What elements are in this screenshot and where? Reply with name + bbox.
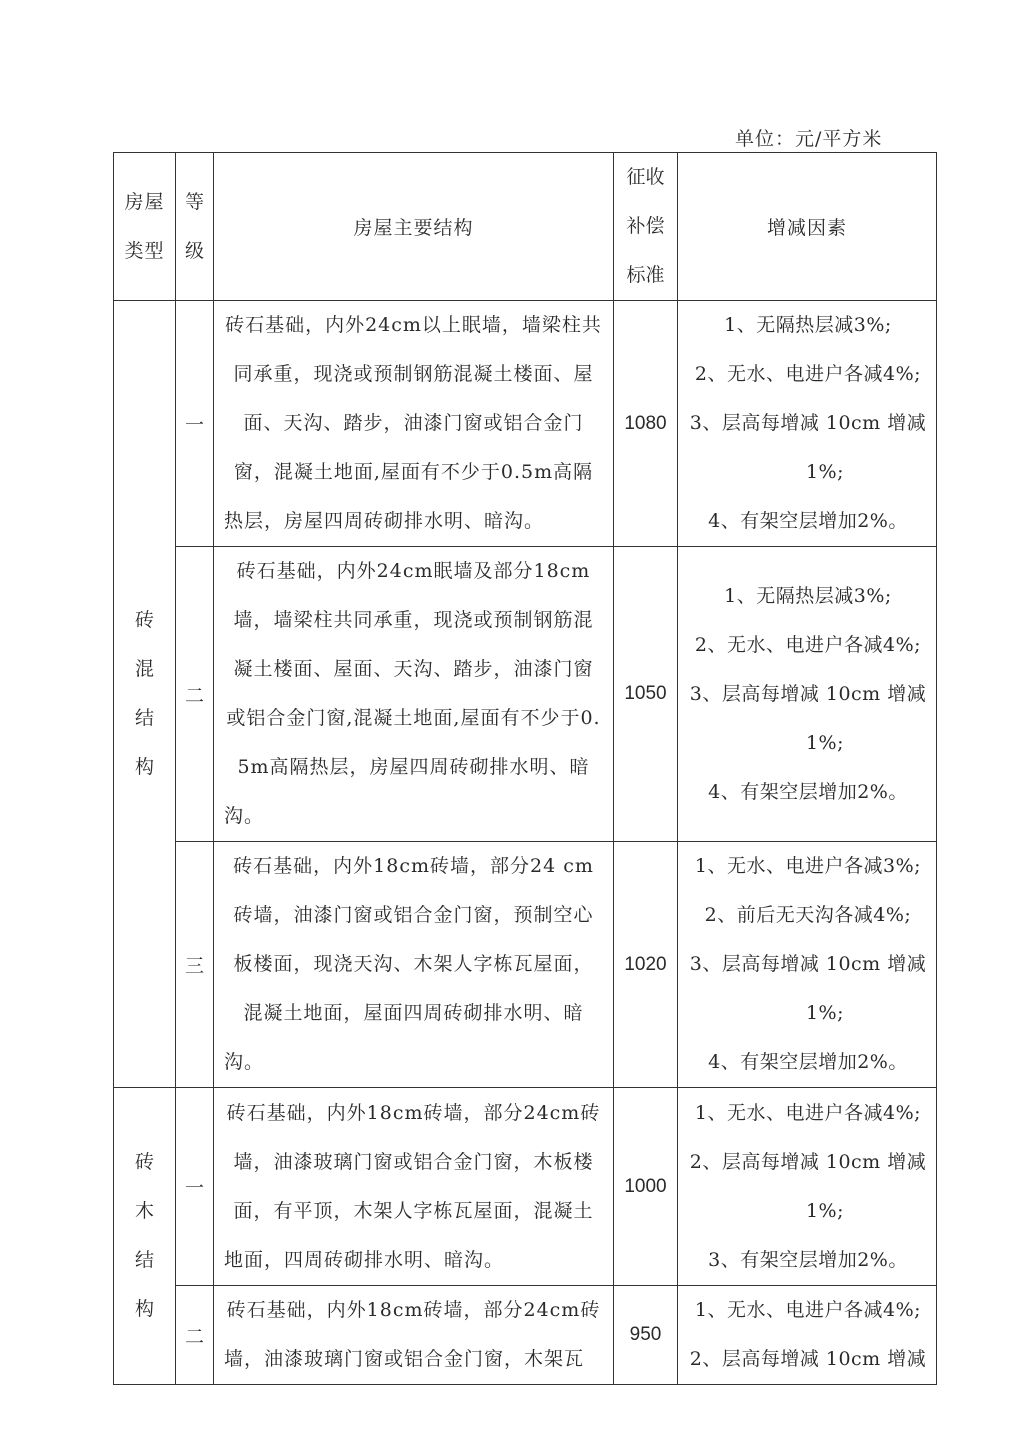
- structure-cell: 砖石基础，内外24cm眠墙及部分18cm墙，墙梁柱共同承重，现浇或预制钢筋混凝土楼面、屋面、天沟、踏步，油漆门窗或铝合金门窗,混凝土地面,屋面有不少于0.5m高隔热层，房屋四周砖砌排水明、暗沟。: [214, 547, 614, 842]
- header-row: [114, 153, 937, 301]
- unit-label: 单位：元/平方米: [735, 128, 883, 150]
- standard-cell: 950: [614, 1286, 678, 1385]
- grade-cell: 三: [176, 842, 214, 1088]
- standard-cell: 1020: [614, 842, 678, 1088]
- table-row: [114, 301, 937, 547]
- compensation-table: [113, 152, 937, 1385]
- standard-cell: 1080: [614, 301, 678, 547]
- factors-cell: [678, 301, 937, 547]
- type-cell: 砖 木 结 构: [114, 1088, 176, 1385]
- factor-item: 1%;: [805, 1199, 845, 1222]
- factor-item: 2、前后无天沟各减4%;: [704, 904, 912, 926]
- factors-cell: [678, 1088, 937, 1286]
- table-row: [114, 1286, 937, 1385]
- structure-cell: 砖石基础，内外18cm砖墙，部分24cm砖墙，油漆玻璃门窗或铝合金门窗，木板楼面，有平顶，木架人字栋瓦屋面，混凝土地面，四周砖砌排水明、暗沟。: [214, 1088, 614, 1286]
- factor-item: 1、无隔热层减3%;: [724, 314, 892, 336]
- header-standard: 征收 补偿 标准: [614, 153, 678, 301]
- factor-item: 4、有架空层增加2%。: [708, 510, 908, 532]
- factor-item: 2、层高每增减 10cm 增减: [689, 1348, 927, 1370]
- factor-item: 3、层高每增减 10cm 增减: [689, 682, 927, 705]
- factor-item: 4、有架空层增加2%。: [708, 1051, 908, 1073]
- factor-item: 2、无水、电进户各减4%;: [694, 633, 922, 656]
- header-structure: 房屋主要结构: [214, 153, 614, 301]
- grade-cell: 一: [176, 301, 214, 547]
- header-grade: 等 级: [176, 153, 214, 301]
- table-row: [114, 842, 937, 1088]
- factor-item: 2、无水、电进户各减4%;: [694, 363, 922, 385]
- factor-item: 1、无水、电进户各减3%;: [694, 855, 922, 877]
- factor-item: 3、有架空层增加2%。: [708, 1248, 908, 1271]
- factors-cell: [678, 547, 937, 842]
- factor-item: 1、无水、电进户各减4%;: [694, 1299, 922, 1321]
- structure-cell: 砖石基础，内外18cm砖墙，部分24 cm砖墙，油漆门窗或铝合金门窗，预制空心板楼面，现浇天沟、木架人字栋瓦屋面，混凝土地面，屋面四周砖砌排水明、暗沟。: [214, 842, 614, 1088]
- factor-item: 1%;: [805, 731, 845, 754]
- type-cell: 砖 混 结 构: [114, 301, 176, 1088]
- structure-cell: 砖石基础，内外18cm砖墙，部分24cm砖墙，油漆玻璃门窗或铝合金门窗，木架瓦: [214, 1286, 614, 1385]
- grade-cell: 一: [176, 1088, 214, 1286]
- factor-item: 1、无隔热层减3%;: [724, 584, 892, 607]
- factor-item: 3、层高每增减 10cm 增减: [689, 953, 927, 975]
- standard-cell: 1050: [614, 547, 678, 842]
- structure-cell: 砖石基础，内外24cm以上眠墙，墙梁柱共同承重，现浇或预制钢筋混凝土楼面、屋面、天沟、踏步，油漆门窗或铝合金门窗，混凝土地面,屋面有不少于0.5m高隔热层，房屋四周砖砌排水明、暗沟。: [214, 301, 614, 547]
- factors-cell: [678, 1286, 937, 1385]
- factor-item: 3、层高每增减 10cm 增减: [689, 412, 927, 434]
- table-row: [114, 1088, 937, 1286]
- standard-cell: 1000: [614, 1088, 678, 1286]
- factor-item: 1、无水、电进户各减4%;: [694, 1101, 922, 1124]
- table-row: [114, 547, 937, 842]
- grade-cell: 二: [176, 1286, 214, 1385]
- factor-item: 1%;: [805, 1002, 845, 1024]
- factor-item: 2、层高每增减 10cm 增减: [689, 1150, 927, 1173]
- factor-item: 1%;: [805, 461, 845, 483]
- factor-item: 4、有架空层增加2%。: [708, 780, 908, 803]
- header-factors: 增减因素: [678, 153, 937, 301]
- factors-cell: [678, 842, 937, 1088]
- header-type: 房屋 类型: [114, 153, 176, 301]
- grade-cell: 二: [176, 547, 214, 842]
